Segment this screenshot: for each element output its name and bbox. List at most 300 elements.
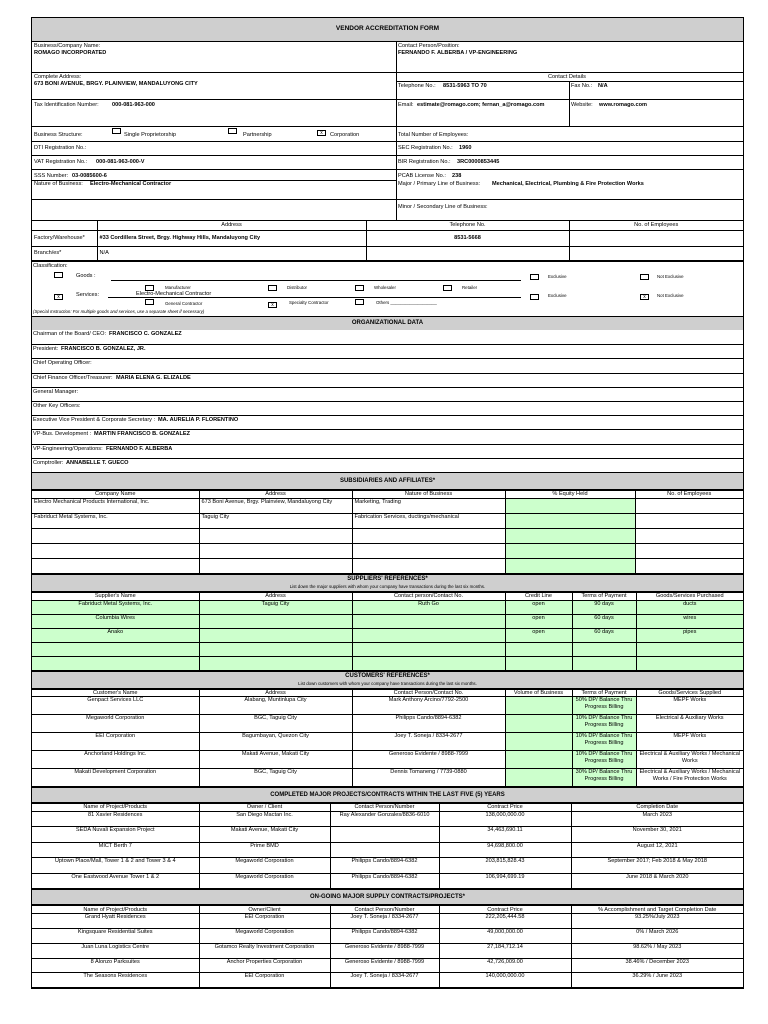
customers-subtitle: List down customers with whom your company have transactions during the last six months. (298, 680, 477, 686)
column-header: Name of Project/Products (32, 906, 199, 914)
email-value[interactable]: estimate@romago.com; fernan_a@romago.com (417, 102, 545, 108)
subsidiaries-table (32, 490, 743, 574)
table-cell[interactable]: Joey T. Soneja / 8334-2677 (330, 973, 439, 988)
single-proprietorship-checkbox[interactable] (112, 128, 121, 134)
table-cell[interactable]: Makati Avenue, Makati City (199, 827, 330, 843)
goods-not-exclusive-label: Not Exclusive (657, 274, 684, 279)
table-cell[interactable] (199, 628, 352, 642)
table-cell[interactable] (32, 642, 199, 656)
org-row-value[interactable]: MA. AURELIA P. FLORENTINO (158, 417, 239, 424)
general-contractor-label: General Contractor (165, 301, 203, 306)
org-row (32, 358, 743, 372)
table-cell[interactable] (505, 558, 635, 573)
table-cell[interactable]: Philipps Cando/8894-6382 (352, 715, 505, 733)
table-cell[interactable]: open (505, 628, 572, 642)
partnership-checkbox[interactable] (228, 128, 237, 134)
org-row (32, 401, 743, 415)
column-header: Goods/Services Supplied (636, 689, 743, 696)
table-cell[interactable]: Anchor Properties Corporation (199, 958, 330, 973)
completed-header: COMPLETED MAJOR PROJECTS/CONTRACTS WITHIN THE LAST FIVE (5) YEARS (32, 787, 743, 802)
table-cell[interactable] (635, 513, 743, 528)
table-cell[interactable]: Mark Anthony Arcino/7792-2500 (352, 697, 505, 715)
table-row (32, 733, 743, 751)
table-cell[interactable]: 10% DP/ Balance Thru Progress Billing (572, 733, 636, 751)
table-cell[interactable]: 50% DP/ Balance Thru Progress Billing (572, 697, 636, 715)
org-row (32, 458, 743, 472)
table-row (32, 628, 743, 642)
table-cell[interactable]: Prime BMD (199, 842, 330, 858)
sss-value[interactable]: 03-0085600-6 (72, 173, 107, 179)
org-row-value[interactable]: MARTIN FRANCISCO B. GONZALEZ (94, 431, 191, 438)
table-cell[interactable] (635, 543, 743, 558)
table-row (32, 769, 743, 787)
table-cell[interactable]: Electrical & Auxiliary Works / Mechanical Works (636, 751, 743, 769)
table-cell[interactable] (635, 528, 743, 543)
table-row (32, 600, 743, 614)
column-header: Volume of Business (505, 689, 572, 696)
table-cell[interactable] (505, 715, 572, 733)
table-cell[interactable] (199, 656, 352, 670)
table-cell[interactable]: Genpact Services LLC (32, 697, 199, 715)
telephone-value[interactable]: 8531-5963 TO 70 (443, 83, 487, 89)
table-cell[interactable]: Generoso Evidente / 8988-7999 (352, 751, 505, 769)
table-cell[interactable] (352, 614, 505, 628)
single-proprietorship-label: Single Proprietorship (124, 132, 176, 138)
column-header: Supplier's Name (32, 592, 199, 600)
address-value[interactable]: 673 BONI AVENUE, BRGY. PLAINVIEW, MANDALUYONG CITY (34, 81, 198, 87)
suppliers-subtitle: List down the major suppliers with whom your company have transactions during the last six months. (289, 583, 486, 589)
table-cell[interactable]: 98.62% / May 2023 (571, 943, 743, 958)
tin-value[interactable]: 000-081-963-000 (112, 102, 155, 108)
table-row (32, 697, 743, 715)
retailer-label: Retailer (462, 285, 478, 290)
sec-value[interactable]: 1960 (459, 145, 472, 151)
table-cell[interactable]: Anchorland Holdings Inc. (32, 751, 199, 769)
nature-value[interactable]: Electro-Mechanical Contractor (90, 181, 172, 187)
table-row (32, 973, 743, 988)
contact-details-label: Contact Details (548, 74, 586, 80)
goods-checkbox[interactable] (54, 272, 63, 278)
distributor-label: Distributor (287, 285, 308, 290)
branch-label: Branch/es* (32, 246, 97, 260)
form-title: VENDOR ACCREDITATION FORM (32, 18, 743, 41)
org-row-label: Chairman of the Board/ CEO: (33, 331, 107, 337)
facility-col-employees: No. of Employees (569, 221, 743, 230)
column-header: % Accomplishment and Target Completion Date (571, 906, 743, 914)
column-header: Owner/Client (199, 906, 330, 914)
completed-projects-table (32, 803, 743, 889)
suppliers-header: SUPPLIERS' REFERENCES* (347, 575, 428, 582)
table-row (32, 656, 743, 670)
ongoing-header: ON-GOING MAJOR SUPPLY CONTRACTS/PROJECTS* (32, 889, 743, 904)
pcab-value[interactable]: 238 (452, 173, 462, 179)
org-row (32, 415, 743, 429)
table-cell[interactable] (505, 528, 635, 543)
customers-table (32, 689, 743, 787)
table-cell[interactable]: 203,815,828.43 (439, 858, 571, 874)
total-employees-label: Total Number of Employees: (398, 132, 469, 138)
table-cell[interactable] (505, 751, 572, 769)
sss-label: SSS Number: (34, 173, 69, 179)
minor-line-label: Minor / Secondary Line of Business: (398, 204, 488, 210)
table-cell[interactable]: Columbia Wires (32, 614, 199, 628)
table-cell[interactable]: August 12, 2021 (571, 842, 743, 858)
customers-header: CUSTOMERS' REFERENCES* (345, 672, 430, 679)
table-cell[interactable]: Taguig City (199, 513, 352, 528)
table-cell[interactable]: 60 days (572, 628, 636, 642)
table-cell[interactable]: 10% DP/ Balance Thru Progress Billing (572, 751, 636, 769)
website-value[interactable]: www.romago.com (599, 102, 647, 108)
table-cell[interactable] (32, 656, 199, 670)
table-cell[interactable] (635, 498, 743, 513)
email-label: Email: (398, 102, 414, 108)
org-row-label: General Manager: (33, 388, 79, 395)
column-header: Goods/Services Purchased (636, 592, 743, 600)
table-row (32, 513, 743, 528)
corporation-label: Corporation (330, 132, 360, 138)
table-cell[interactable] (199, 558, 352, 573)
table-cell[interactable] (505, 656, 572, 670)
classification-label: Classification: (33, 263, 68, 269)
table-cell[interactable]: Bagumbayan, Quezon City (199, 733, 352, 751)
facility-col-telephone: Telephone No. (366, 221, 569, 230)
table-row (32, 827, 743, 843)
partnership-label: Partnership (243, 132, 272, 138)
table-cell[interactable]: 90 days (572, 600, 636, 614)
org-rows (32, 330, 743, 472)
table-cell[interactable]: September 2017; Feb 2018 & May 2018 (571, 858, 743, 874)
table-cell[interactable] (330, 842, 439, 858)
address-label: Complete Address: (34, 74, 82, 80)
bir-label: BIR Registration No.: (398, 159, 451, 165)
bir-value[interactable]: 3RC0000853445 (457, 159, 500, 165)
services-checkbox[interactable]: x (54, 294, 63, 300)
column-header: Address (199, 592, 352, 600)
table-cell[interactable] (199, 614, 352, 628)
table-cell[interactable]: open (505, 614, 572, 628)
subsidiaries-header: SUBSIDIARIES AND AFFILIATES* (32, 472, 743, 489)
org-row (32, 387, 743, 401)
column-header: Terms of Payment (572, 689, 636, 696)
goods-label: Goods : (76, 273, 96, 279)
column-header: Name of Project/Products (32, 804, 199, 811)
table-cell[interactable]: BGC, Taguig City (199, 715, 352, 733)
customers-header-block (32, 671, 743, 688)
table-cell[interactable]: 60 days (572, 614, 636, 628)
table-header-row (32, 490, 743, 498)
services-not-exclusive-label: Not Exclusive (657, 293, 684, 298)
tin-label: Tax Identification Number: (34, 102, 99, 108)
table-cell[interactable]: Joey T. Soneja / 8334-2677 (330, 914, 439, 929)
table-cell[interactable] (352, 656, 505, 670)
telephone-label: Telephone No.: (398, 83, 436, 89)
retailer-checkbox[interactable] (443, 285, 452, 291)
org-row-value[interactable]: ANNABELLE T. GUECO (66, 459, 129, 466)
org-row-label: Comptroller: (33, 459, 64, 466)
table-cell[interactable]: 30% DP/ Balance Thru Progress Billing (572, 769, 636, 787)
table-row (32, 614, 743, 628)
services-label: Services: (76, 292, 100, 298)
table-cell[interactable]: pipes (636, 628, 743, 642)
table-cell[interactable]: 34,463,690.11 (439, 827, 571, 843)
table-row (32, 914, 743, 929)
table-cell[interactable] (572, 656, 636, 670)
branch-value[interactable]: N/A (97, 246, 366, 260)
table-cell[interactable] (636, 656, 743, 670)
services-value[interactable]: Electro-Mechanical Contractor (136, 291, 212, 297)
vendor-accreditation-form (31, 17, 744, 989)
goods-not-exclusive-checkbox[interactable] (640, 274, 649, 280)
column-header: Address (199, 490, 352, 498)
table-cell[interactable] (352, 543, 505, 558)
table-cell[interactable]: Alabang, Muntinlupa City (199, 697, 352, 715)
table-cell[interactable] (352, 528, 505, 543)
table-cell[interactable]: 81 Xavier Residences (32, 811, 199, 827)
services-exclusive-label: Exclusive (548, 293, 567, 298)
table-row (32, 811, 743, 827)
table-row (32, 498, 743, 513)
table-cell[interactable] (505, 513, 635, 528)
table-cell[interactable] (352, 628, 505, 642)
table-cell[interactable] (635, 558, 743, 573)
table-cell[interactable]: 222,205,444.58 (439, 914, 571, 929)
factory-telephone[interactable]: 8531-5668 (366, 230, 569, 246)
column-header: Contract Price (439, 804, 571, 811)
table-cell[interactable]: Philipps Cando/8894-6382 (330, 929, 439, 944)
table-cell[interactable]: Kingsquare Residential Suites (32, 929, 199, 944)
table-cell[interactable]: Megaworld Corporation (199, 873, 330, 889)
table-header-row (32, 689, 743, 696)
column-header: Contract Price (439, 906, 571, 914)
column-header: Nature of Business (352, 490, 505, 498)
table-cell[interactable]: 138,000,000.00 (439, 811, 571, 827)
table-cell[interactable]: wires (636, 614, 743, 628)
table-cell[interactable] (352, 642, 505, 656)
table-cell[interactable] (505, 543, 635, 558)
contact-person-value[interactable]: FERNANDO F. ALBERBA / VP-ENGINEERING (398, 50, 518, 56)
table-cell[interactable]: 49,000,000.00 (439, 929, 571, 944)
org-row-label: VP-Bus. Development : (33, 431, 92, 438)
table-cell[interactable]: June 2018 & March 2020 (571, 873, 743, 889)
table-cell[interactable]: EEI Corporation (199, 973, 330, 988)
table-cell[interactable]: Electrical & Auxiliary Works / Mechanical Works / Fire Protection Works (636, 769, 743, 787)
manufacturer-label: Manufacturer (165, 285, 191, 290)
table-row (32, 543, 743, 558)
facility-col-address: Address (97, 221, 366, 230)
table-cell[interactable]: Joey T. Soneja / 8334-2677 (352, 733, 505, 751)
table-cell[interactable]: EEI Corporation (32, 733, 199, 751)
nature-label: Nature of Business: (34, 181, 83, 187)
table-cell[interactable] (199, 543, 352, 558)
table-cell[interactable] (352, 558, 505, 573)
contact-person-label: Contact Person/Position: (398, 43, 460, 49)
table-cell[interactable]: Philipps Cando/8894-6382 (330, 858, 439, 874)
table-cell[interactable]: March 2023 (571, 811, 743, 827)
table-cell[interactable]: Taguig City (199, 600, 352, 614)
org-row (32, 373, 743, 387)
table-cell[interactable] (505, 498, 635, 513)
table-cell[interactable]: Makati Development Corporation (32, 769, 199, 787)
table-cell[interactable]: November 30, 2021 (571, 827, 743, 843)
specialty-contractor-checkbox[interactable]: x (268, 302, 277, 308)
table-cell[interactable] (199, 642, 352, 656)
table-row (32, 958, 743, 973)
table-cell[interactable]: Anako (32, 628, 199, 642)
table-cell[interactable]: Megaworld Corporation (199, 929, 330, 944)
org-row-value[interactable]: FRANCISCO B. GONZALEZ, JR. (61, 346, 146, 353)
table-cell[interactable]: Megaworld Corporation (199, 858, 330, 874)
org-row-label: VP-Engineering/Operations: (33, 445, 103, 452)
corporation-checkbox[interactable]: x (317, 130, 326, 136)
table-cell[interactable]: San Diego Mactan Inc. (199, 811, 330, 827)
table-cell[interactable]: Uptown Place/Mall, Tower 1 & 2 and Tower 3 & 4 (32, 858, 199, 874)
table-cell[interactable]: 140,000,000.00 (439, 973, 571, 988)
table-row (32, 873, 743, 889)
table-row (32, 528, 743, 543)
table-cell[interactable]: 94,698,800.00 (439, 842, 571, 858)
table-row (32, 715, 743, 733)
table-cell[interactable] (636, 642, 743, 656)
wholesaler-label: Wholesaler (374, 285, 396, 290)
others-label: Others ___________________ (376, 300, 437, 305)
org-row-value[interactable]: FRANCISCO C. GONZALEZ (109, 331, 182, 337)
factory-address[interactable]: #33 Cordillera Street, Brgy. Highway Hills, Mandaluyong City (97, 230, 366, 246)
table-cell[interactable]: Ray Alexander Gonzales/8836-6010 (330, 811, 439, 827)
table-cell[interactable]: 93.25%/July 2023 (571, 914, 743, 929)
services-exclusive-checkbox[interactable] (530, 294, 539, 300)
others-checkbox[interactable] (355, 299, 364, 305)
branch-telephone[interactable] (366, 246, 569, 260)
website-label: Website: (571, 102, 593, 108)
table-row (32, 858, 743, 874)
column-header: Contact Person/Number (330, 906, 439, 914)
column-header: Contact Person/Number (330, 804, 439, 811)
table-cell[interactable]: open (505, 600, 572, 614)
table-cell[interactable]: 38.46% / December 2023 (571, 958, 743, 973)
org-header: ORGANIZATIONAL DATA (32, 316, 743, 330)
table-cell[interactable]: MEPF Works (636, 733, 743, 751)
table-cell[interactable]: Ruth Go (352, 600, 505, 614)
table-row (32, 929, 743, 944)
table-cell[interactable] (572, 642, 636, 656)
pcab-label: PCAB License No.: (398, 173, 446, 179)
table-header-row (32, 592, 743, 600)
table-cell[interactable]: Electro Mechanical Products International, Inc. (32, 498, 199, 513)
table-cell[interactable]: Dennis Tomaneng / 7739-0880 (352, 769, 505, 787)
company-name-value[interactable]: ROMAGO INCORPORATED (34, 50, 107, 56)
table-cell[interactable] (32, 558, 199, 573)
column-header: Customer's Name (32, 689, 199, 696)
table-cell[interactable]: 673 Boni Avenue, Brgy. Plainview, Mandaluyong City (199, 498, 352, 513)
table-cell[interactable]: 8 Alonzo Parksuites (32, 958, 199, 973)
table-cell[interactable] (32, 528, 199, 543)
table-cell[interactable]: 27,184,712.14 (439, 943, 571, 958)
goods-exclusive-checkbox[interactable] (530, 274, 539, 280)
table-cell[interactable] (330, 827, 439, 843)
specialty-contractor-label: Specialty Contractor (289, 300, 329, 305)
table-cell[interactable]: Generoso Evidente / 8988-7999 (330, 958, 439, 973)
table-cell[interactable]: EEI Corporation (199, 914, 330, 929)
table-cell[interactable]: BGC, Taguig City (199, 769, 352, 787)
distributor-checkbox[interactable] (268, 285, 277, 291)
table-cell[interactable]: 36.29% / June 2023 (571, 973, 743, 988)
column-header: Credit Line (505, 592, 572, 600)
table-cell[interactable]: Fabriduct Metal Systems, Inc. (32, 513, 199, 528)
table-cell[interactable]: Philipps Cando/8894-6382 (330, 873, 439, 889)
org-row-label: Chief Finance Officer/Treasurer: (33, 374, 113, 381)
org-row (32, 330, 743, 344)
table-cell[interactable]: Fabriduct Metal Systems, Inc. (32, 600, 199, 614)
table-row (32, 842, 743, 858)
table-cell[interactable] (32, 543, 199, 558)
fax-value[interactable]: N/A (598, 83, 608, 89)
factory-employees[interactable] (569, 230, 743, 246)
table-cell[interactable]: Electrical & Auxiliary Works (636, 715, 743, 733)
ongoing-projects-table (32, 905, 743, 988)
table-cell[interactable]: ducts (636, 600, 743, 614)
major-line-value[interactable]: Mechanical, Electrical, Plumbing & Fire Protection Works (492, 181, 644, 187)
services-not-exclusive-checkbox[interactable]: x (640, 294, 649, 300)
table-cell[interactable]: Fabrication Services, ductings/mechanical (352, 513, 505, 528)
table-cell[interactable] (505, 697, 572, 715)
vat-value[interactable]: 000-081-963-000-V (96, 159, 145, 165)
column-header: Address (199, 689, 352, 696)
table-cell[interactable]: The Seasons Residences (32, 973, 199, 988)
branch-employees[interactable] (569, 246, 743, 260)
table-cell[interactable]: Marketing, Trading (352, 498, 505, 513)
table-cell[interactable]: 0% / March 2026 (571, 929, 743, 944)
table-cell[interactable]: 106,994,699.19 (439, 873, 571, 889)
wholesaler-checkbox[interactable] (355, 285, 364, 291)
table-cell[interactable] (199, 528, 352, 543)
table-cell[interactable]: MEPF Works (636, 697, 743, 715)
company-name-label: Business/Company Name: (34, 43, 101, 49)
table-row (32, 642, 743, 656)
major-line-label: Major / Primary Line of Business: (398, 181, 481, 187)
table-cell[interactable] (505, 642, 572, 656)
suppliers-header-block (32, 574, 743, 591)
org-row-value[interactable]: MARIA ELENA G. ELIZALDE (116, 374, 191, 381)
table-cell[interactable]: Generoso Evidente / 8988-7999 (330, 943, 439, 958)
dti-label: DTI Registration No.: (34, 145, 87, 151)
table-cell[interactable]: SEDA Nuvali Expansion Project (32, 827, 199, 843)
table-cell[interactable]: 10% DP/ Balance Thru Progress Billing (572, 715, 636, 733)
sec-label: SEC Registration No.: (398, 145, 453, 151)
table-cell[interactable]: One Eastwood Avenue Tower 1 & 2 (32, 873, 199, 889)
org-row (32, 444, 743, 458)
table-cell[interactable]: Grand Hyatt Residences (32, 914, 199, 929)
org-row-label: Executive Vice President & Corporate Secretary : (33, 417, 156, 424)
table-row (32, 751, 743, 769)
table-cell[interactable]: Makati Avenue, Makati City (199, 751, 352, 769)
table-cell[interactable]: Juan Luna Logistics Centre (32, 943, 199, 958)
table-cell[interactable]: Gotamco Realty Investment Corporation (199, 943, 330, 958)
column-header: Company Name (32, 490, 199, 498)
table-row (32, 943, 743, 958)
general-contractor-checkbox[interactable] (145, 299, 154, 305)
table-cell[interactable]: Megaworld Corporation (32, 715, 199, 733)
column-header: Owner / Client (199, 804, 330, 811)
org-row-value[interactable]: FERNANDO F. ALBERBA (106, 445, 173, 452)
table-cell[interactable] (505, 769, 572, 787)
table-cell[interactable]: MICT Berth 7 (32, 842, 199, 858)
org-row (32, 344, 743, 358)
table-row (32, 558, 743, 573)
table-cell[interactable]: 42,726,009.00 (439, 958, 571, 973)
structure-label: Business Structure: (34, 132, 83, 138)
table-cell[interactable] (505, 733, 572, 751)
table-header-row (32, 804, 743, 811)
